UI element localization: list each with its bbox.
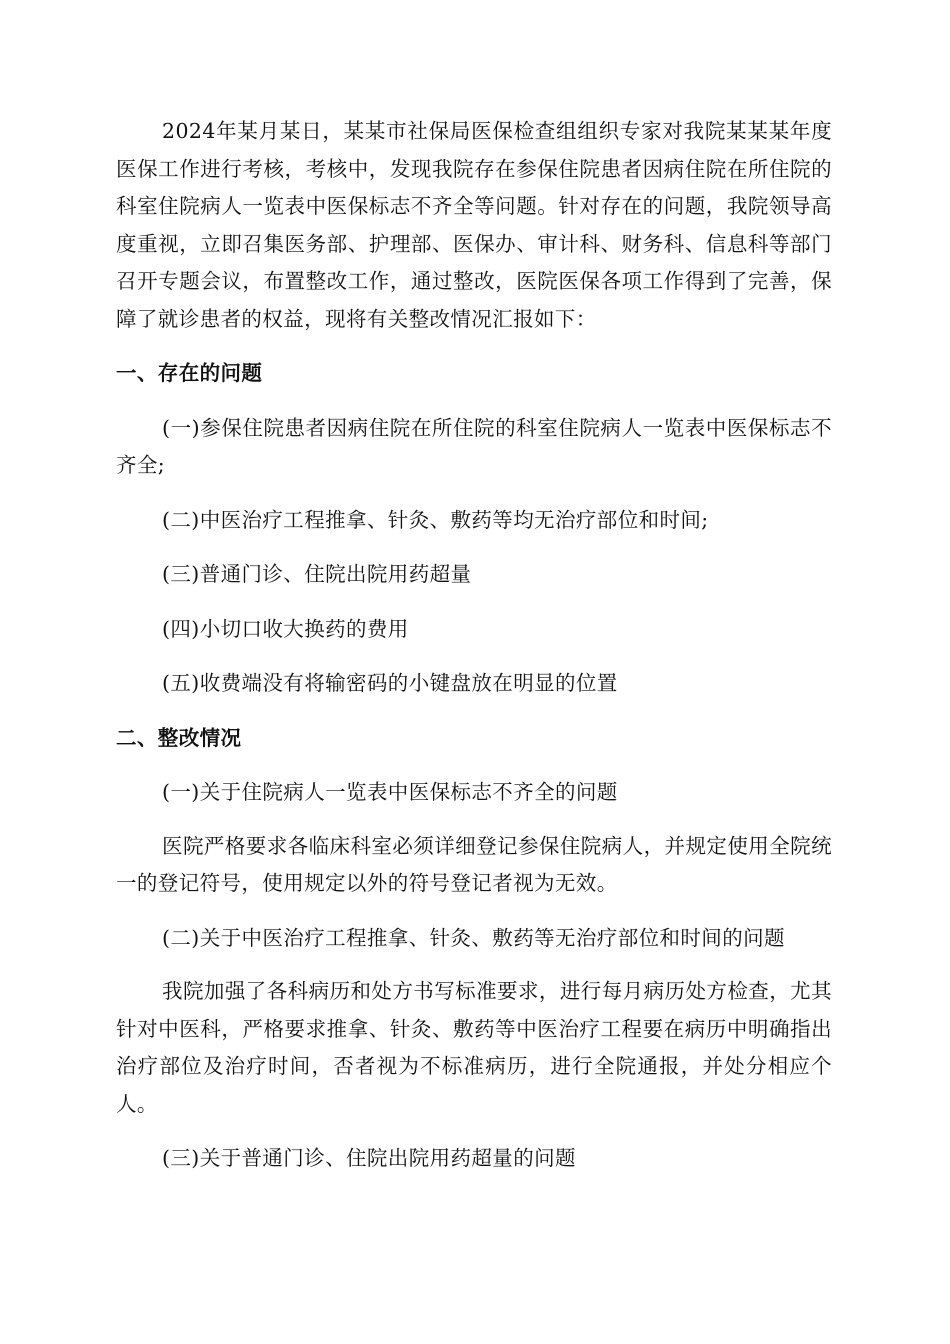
problem-item-2: (二)中医治疗工程推拿、针灸、敷药等均无治疗部位和时间; xyxy=(162,507,709,532)
rectification-subtitle-1: (一)关于住院病人一览表中医保标志不齐全的问题 xyxy=(162,780,618,804)
problem-item-3: (三)普通门诊、住院出院用药超量 xyxy=(162,562,472,586)
rectification-subtitle-2: (二)关于中医治疗工程推拿、针灸、敷药等无治疗部位和时间的问题 xyxy=(162,925,785,950)
problem-item-4: (四)小切口收大换药的费用 xyxy=(162,616,409,641)
rectification-body-2: 我院加强了各科病历和处方书写标准要求，进行每月病历处方检查，尤其针对中医科，严格要求推拿、针灸、敷药等中医治疗工程要在病历中明确指出治疗部位及治疗时间，否者视为不标准病历，进行全院通报，并处分相应个人。 xyxy=(116,979,832,1116)
rectification-body-1: 医院严格要求各临床科室必须详细登记参保住院病人，并规定使用全院统一的登记符号，使用规定以外的符号登记者视为无效。 xyxy=(116,833,832,895)
document-body xyxy=(116,113,832,1178)
section-heading-problems: 一、存在的问题 xyxy=(116,361,263,385)
problem-item-5: (五)收费端没有将输密码的小键盘放在明显的位置 xyxy=(162,671,618,695)
rectification-subtitle-3: (三)关于普通门诊、住院出院用药超量的问题 xyxy=(162,1146,576,1170)
intro-paragraph: 2024年某月某日，某某市社保局医保检查组组织专家对我院某某某年度医保工作进行考核，考核中，发现我院存在参保住院患者因病住院在所住院的科室住院病人一览表中医保标志不齐全等问题。针对存在的问题，我院领导高度重视，立即召集医务部、护理部、医保办、审计科、财务科、信息科等部门召开专题会议，布置整改工作，通过整改，医院医保各项工作得到了完善，保障了就诊患者的权益，现将有关整改情况汇报如下： xyxy=(116,119,832,331)
problem-item-1: (一)参保住院患者因病住院在所住院的科室住院病人一览表中医保标志不齐全; xyxy=(116,415,832,477)
section-heading-rectification: 二、整改情况 xyxy=(116,725,242,750)
